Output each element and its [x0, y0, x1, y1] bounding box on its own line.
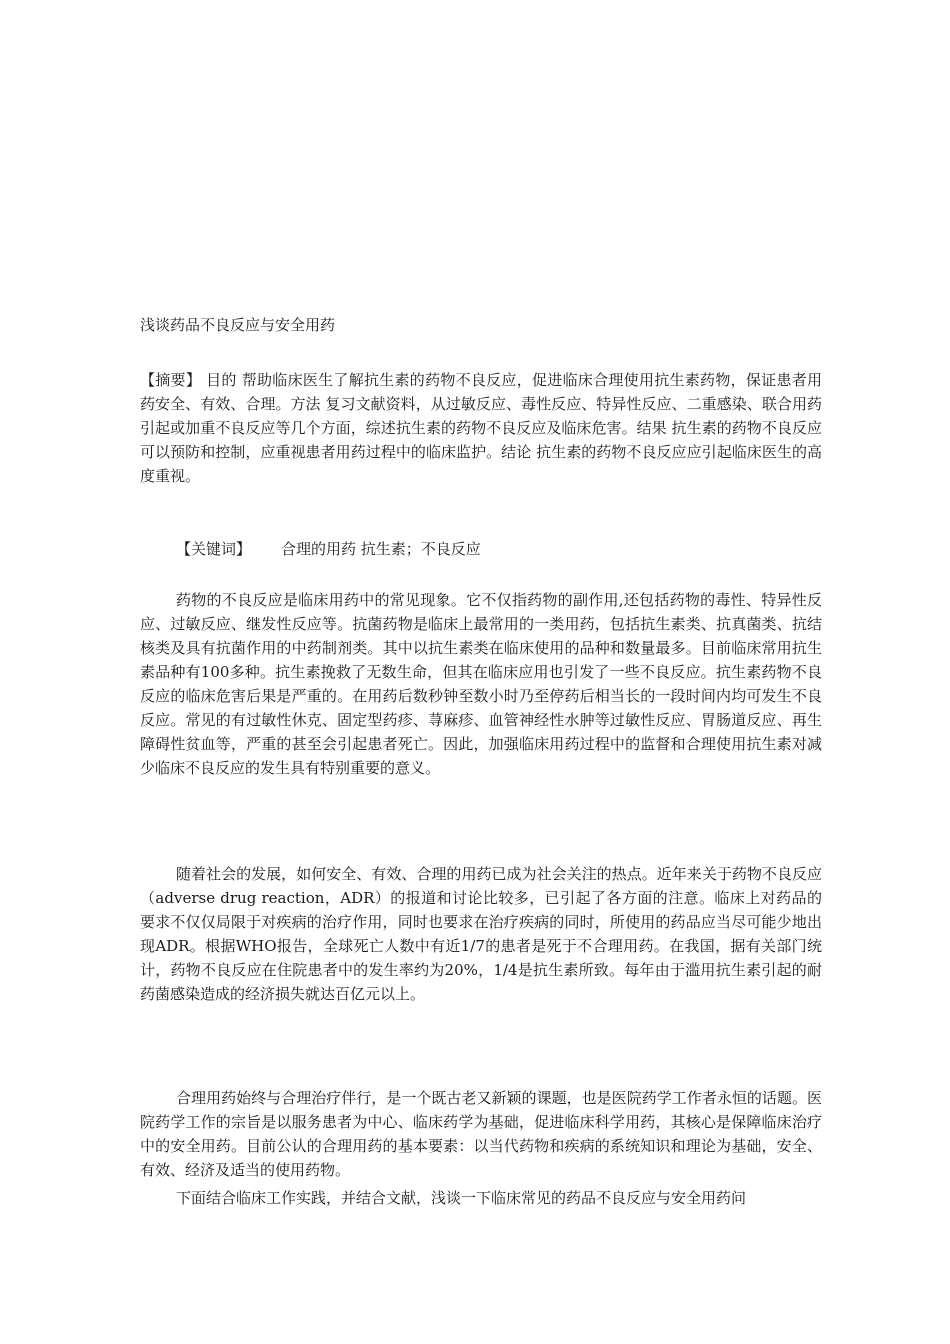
body-paragraph-2: 随着社会的发展，如何安全、有效、合理的用药已成为社会关注的热点。近年来关于药物不良反应（adverse drug reaction，ADR）的报道和讨论比较多，已引起了各方面的注意。临床上对药品的要求不仅仅局限于对疾病的治疗作用，同时也要求在治疗疾病的同时，所使用的药品应当尽可能少地出现ADR。根据WHO报告，全球死亡人数中有近1/7的患者是死于不合理用药。在我国，据有关部门统计，药物不良反应在住院患者中的发生率约为20%，1/4是抗生素所致。每年由于滥用抗生素引起的耐药菌感染造成的经济损失就达百亿元以上。	[140, 865, 822, 1003]
body-paragraph-4: 下面结合临床工作实践，并结合文献，浅谈一下临床常见的药品不良反应与安全用药问	[176, 1189, 747, 1207]
keywords-line	[176, 538, 481, 560]
document-title: 浅谈药品不良反应与安全用药	[140, 316, 336, 334]
keywords-text: 合理的用药 抗生素；不良反应	[281, 540, 481, 558]
body-paragraph-3: 合理用药始终与合理治疗伴行，是一个既古老又新颖的课题，也是医院药学工作者永恒的话题。医院药学工作的宗旨是以服务患者为中心、临床药学为基础，促进临床科学用药，其核心是保障临床治疗中的安全用药。目前公认的合理用药的基本要素：以当代药物和疾病的系统知识和理论为基础，安全、有效、经济及适当的使用药物。	[140, 1089, 822, 1179]
keywords-label: 【关键词】	[176, 540, 252, 558]
body-paragraph-1: 药物的不良反应是临床用药中的常见现象。它不仅指药物的副作用,还包括药物的毒性、特异性反应、过敏反应、继发性反应等。抗菌药物是临床上最常用的一类用药，包括抗生素类、抗真菌类、抗结核类及具有抗菌作用的中药制剂类。其中以抗生素类在临床使用的品种和数量最多。目前临床常用抗生素品种有100多种。抗生素挽救了无数生命，但其在临床应用也引发了一些不良反应。抗生素药物不良反应的临床危害后果是严重的。在用药后数秒钟至数小时乃至停药后相当长的一段时间内均可发生不良反应。常见的有过敏性休克、固定型药疹、荨麻疹、血管神经性水肿等过敏性反应、胃肠道反应、再生障碍性贫血等，严重的甚至会引起患者死亡。因此，加强临床用药过程中的监督和合理使用抗生素对减少临床不良反应的发生具有特别重要的意义。	[140, 591, 822, 777]
abstract-paragraph: 【摘要】 目的 帮助临床医生了解抗生素的药物不良反应，促进临床合理使用抗生素药物，保证患者用药安全、有效、合理。方法 复习文献资料，从过敏反应、毒性反应、特异性反应、二重感染、联合用药引起或加重不良反应等几个方面，综述抗生素的药物不良反应及临床危害。结果 抗生素的药物不良反应可以预防和控制，应重视患者用药过程中的临床监护。结论 抗生素的药物不良反应应引起临床医生的高度重视。	[140, 371, 822, 485]
